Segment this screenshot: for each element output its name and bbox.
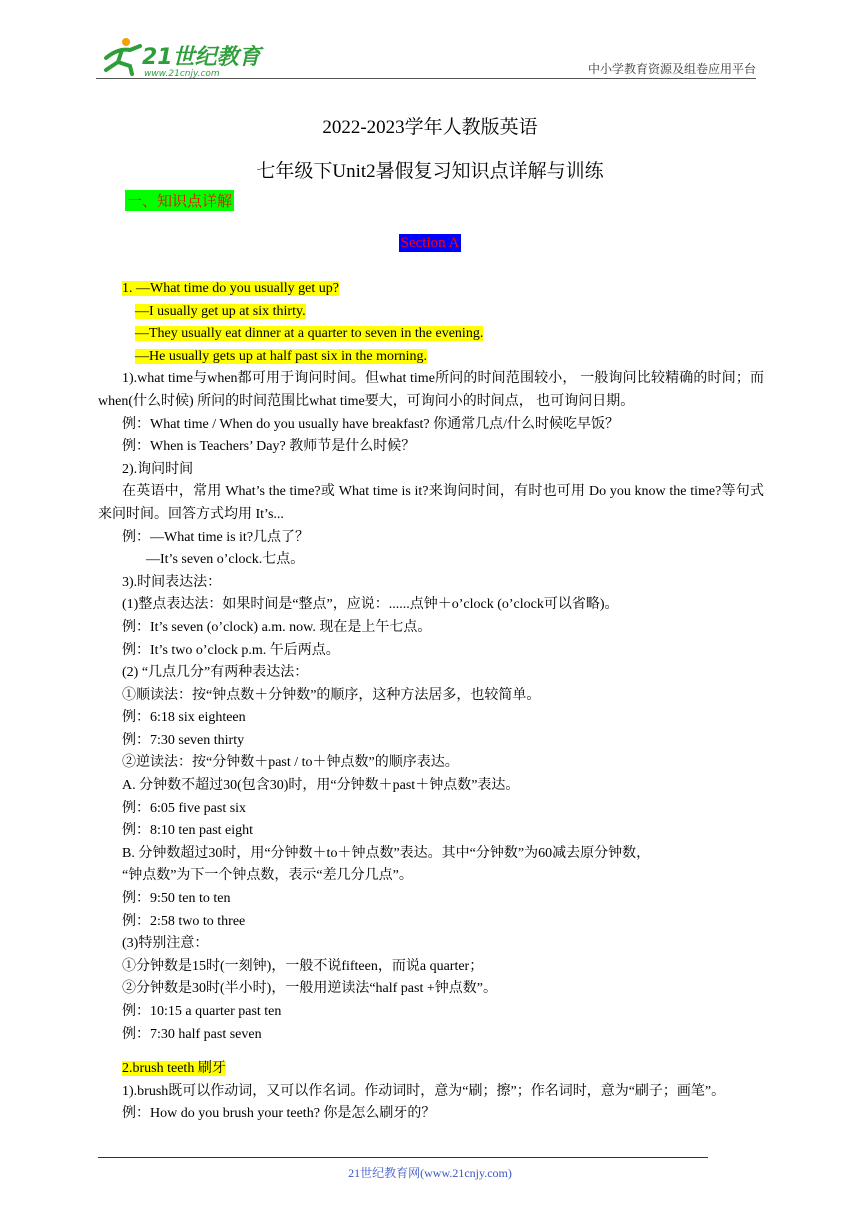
subheading: 3).时间表达法： <box>122 574 222 590</box>
logo-url: www.21cnjy.com <box>144 69 220 78</box>
example-line: 例：It’s seven (o’clock) a.m. now. 现在是上午七点。 <box>122 619 432 635</box>
subheading: (3)特别注意： <box>122 936 209 952</box>
example-line: 例：When is Teachers’ Day? 教师节是什么时候？ <box>122 439 416 455</box>
document-body <box>98 278 764 1126</box>
example-line: 例：How do you brush your teeth? 你是怎么刷牙的？ <box>122 1106 436 1122</box>
doc-title-line2: 七年级下Unit2暑假复习知识点详解与训练 <box>256 161 604 182</box>
footer-site: 21世纪教育网(www.21cnjy.com) <box>348 1166 512 1180</box>
doc-title-line1: 2022-2023学年人教版英语 <box>322 117 538 138</box>
example-line: —It’s seven o’clock.七点。 <box>146 552 305 568</box>
example-line: 例：7:30 seven thirty <box>122 732 245 748</box>
example-line: 例：It’s two o’clock p.m. 午后两点。 <box>122 642 340 658</box>
example-line: 例：6:05 five past six <box>122 800 247 816</box>
brand-logo <box>96 36 266 78</box>
rule-line: ②分钟数是30时(半小时)，一般用逆读法“half past +钟点数”。 <box>122 981 497 997</box>
example-line: 例：10:15 a quarter past ten <box>122 1004 282 1019</box>
dialog-line: —They usually eat dinner at a quarter to seven in the evening. <box>135 326 484 342</box>
example-line: 例：What time / When do you usually have breakfast? 你通常几点/什么时候吃早饭？ <box>122 416 620 432</box>
rule-line: ②逆读法：按“分钟数＋past / to＋钟点数”的顺序表达。 <box>122 755 459 771</box>
paragraph: 1).what time与when都可用于询问时间。但what time所问的时间范围较小， 一般询问比较精确的时间；而when(什么时候) 所问的时间范围比what time要大，可询问小的时间点， 也可询问日期。 <box>98 371 764 409</box>
example-line: 例：6:18 six eighteen <box>122 710 246 726</box>
dialog-line: —He usually gets up at half past six in the morning. <box>135 348 428 364</box>
logo-text: 21世纪教育 <box>142 45 261 70</box>
rule-line: 1).brush既可以作动词，又可以作名词。作动词时，意为“刷；擦”；作名词时，意为“刷子；画笔”。 <box>122 1083 726 1099</box>
rule-line: ①分钟数是15时(一刻钟)，一般不说fifteen，而说a quarter； <box>122 958 484 974</box>
paragraph: 在英语中，常用 What’s the time?或 What time is it?来询问时间，有时也可用 Do you know the time?等句式来问时间。回答方式均用 It’s... <box>98 484 764 522</box>
example-line: 例：9:50 ten to ten <box>122 891 231 907</box>
rule-line: A. 分钟数不超过30(包含30)时，用“分钟数＋past＋钟点数”表达。 <box>122 778 520 794</box>
subheading: 2).询问时间 <box>122 461 194 477</box>
section-a-label-wrap <box>0 235 860 252</box>
rule-line: (2) “几点几分”有两种表达法： <box>122 665 309 681</box>
dialog-line: 1. —What time do you usually get up? <box>122 281 339 296</box>
example-line: 例：7:30 half past seven <box>122 1026 262 1042</box>
dialog-line: —I usually get up at six thirty. <box>135 303 306 319</box>
section-heading-knowledge: 一、知识点详解 <box>127 192 233 210</box>
example-line: 例：2:58 two to three <box>122 913 246 929</box>
section-a-label: Section A <box>400 235 460 251</box>
rule-line: ①顺读法：按“钟点数＋分钟数”的顺序，这种方法居多，也较简单。 <box>122 687 541 703</box>
page-header <box>0 0 860 80</box>
point-heading: 2.brush teeth 刷牙 <box>122 1061 226 1077</box>
rule-line: B. 分钟数超过30时，用“分钟数＋to＋钟点数”表达。其中“分钟数”为60减去原分钟数， <box>122 845 651 861</box>
header-platform-text: 中小学教育资源及组卷应用平台 <box>587 62 756 76</box>
example-line: 例：—What time is it?几点了？ <box>122 529 310 545</box>
footer-divider <box>98 1157 708 1158</box>
example-line: 例：8:10 ten past eight <box>122 823 254 839</box>
header-divider <box>96 78 756 79</box>
rule-line: “钟点数”为下一个钟点数，表示“差几分几点”。 <box>122 868 413 884</box>
rule-line: (1)整点表达法：如果时间是“整点”，应说：......点钟＋o’clock (o’clock可以省略)。 <box>122 597 619 613</box>
